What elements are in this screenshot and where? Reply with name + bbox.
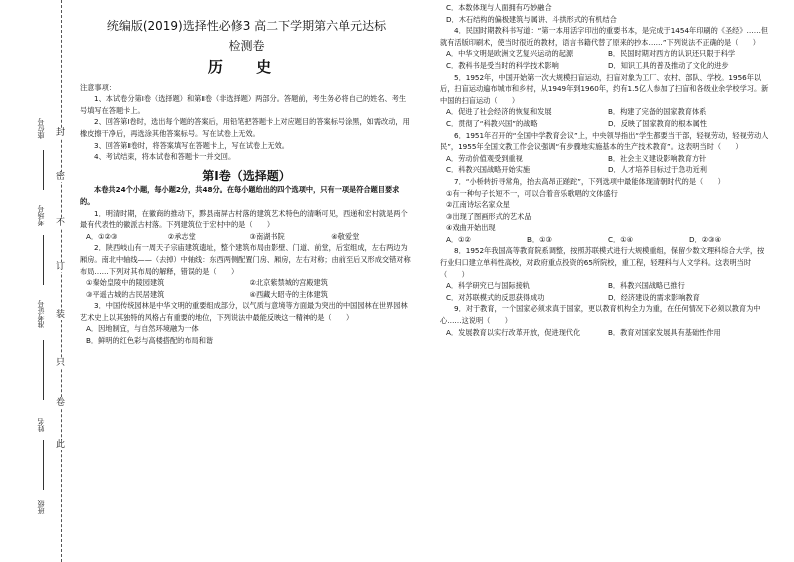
option: ④戏曲开始出现 — [446, 223, 496, 233]
question-options — [440, 48, 770, 71]
class-label: 班级 — [37, 500, 45, 514]
question-options — [440, 153, 770, 176]
option: A．劳动价值观受到重视 — [446, 153, 523, 163]
option: ①有一种句子长短不一，可以合着音乐歌唱的文体盛行 — [446, 188, 618, 198]
option: D．反映了国家教育的根本属性 — [608, 118, 707, 128]
option: ③平遥古城的古民居建筑 — [86, 289, 165, 299]
exam-title: 统编版(2019)选择性必修3 高二下学期第六单元达标 — [106, 19, 387, 33]
option: ①秦始皇陵中的陵园建筑 — [86, 278, 165, 288]
answer-choices — [440, 234, 770, 246]
right-questions — [440, 25, 770, 338]
option: C．科教兴国战略开始实施 — [446, 165, 531, 175]
note-item: 3、回答第Ⅱ卷时，将答案填写在答题卡上，写在试卷上无效。 — [94, 140, 289, 150]
name-label: 姓名 — [37, 418, 45, 432]
section-intro: 本卷共24个小题，每小题2分，共48分。在每小题给出的四个选项中，只有一项是符合题目要求的。 — [80, 185, 400, 206]
binding-char: 装 — [56, 310, 66, 320]
question — [80, 242, 413, 300]
question-stem: 6．1951年召开的“全国中学教育会议”上，中央领导指出“学生都要当干部，轻视劳动，轻视劳动人民”，1955年全国文教工作会议强调“有步骤地实施基本的生产技术教育”。这表明当时（ ） — [440, 130, 769, 152]
option: B．教育对国家发展具有基础性作用 — [608, 327, 721, 337]
question — [440, 130, 770, 176]
fill-line — [43, 340, 44, 400]
question — [440, 245, 770, 303]
question-stem: 5．1952年，中国开始第一次大规模扫盲运动，扫盲对象为工厂、农村、部队、学校。1956年以后，扫盲运动遍布城市和乡村，从1949年到1960年，约有1.5亿人参加了扫盲和各级业余学校学习。新中国的扫盲运动（ ） — [440, 72, 769, 105]
option: D．知识工具的普及推动了文化的进步 — [608, 60, 729, 70]
option: A．因地制宜，与自然环境融为一体 — [86, 324, 199, 334]
option: D．经济建设的需求影响教育 — [608, 292, 700, 302]
binding-char: 此 — [56, 440, 66, 450]
note-item: 4、考试结束，将本试卷和答题卡一并交回。 — [94, 152, 236, 162]
section-title: 第Ⅰ卷（选择题） — [202, 168, 291, 183]
option: C．①④ — [608, 234, 634, 244]
fill-line — [43, 440, 44, 490]
question-options — [440, 327, 770, 339]
option: D．木石结构的偏极建筑与属讲、斗拱形式的有机结合 — [446, 14, 617, 24]
question — [80, 208, 413, 243]
question — [80, 300, 413, 346]
option: ②承志堂 — [167, 231, 196, 241]
question-stem: 2．陕西岐山有一周天子宗庙建筑遗址，整个建筑布局由影壁、门道、前堂，后室组成，左右两边为厢房。南北中轴线——（去掉）中轴线：东西两侧配置门房、厢房，左右对称；由前至后又形成交错对称布局……下列对其布局的解释，错误的是（ ） — [80, 243, 411, 276]
question-stem: 4．民国时期教科书写道：“第一本用活字印出的重要书本，是完成于1454年印刷的《圣经》……但就有活版印刷术，使当时很近的教材，语言书籍代替了原来的抄本……”下列说法不正确的是（ ） — [440, 26, 769, 47]
question — [440, 72, 770, 130]
question — [440, 303, 770, 338]
question-options — [440, 280, 770, 303]
question-stem: 9．对于教育，一个国家必须求真于国家，更以教育机构全力为重，在任何情况下必须以教育为中心……这说明（ ） — [440, 304, 761, 326]
option: D．人才培养目标过于急功近利 — [608, 165, 707, 175]
ticket-number-label: 准考证号 — [37, 300, 45, 328]
option: A．促进了社会经济的恢复和发展 — [446, 107, 552, 117]
option: B．社会主义建设影响教育方针 — [608, 153, 707, 163]
binding-char: 只 — [56, 358, 66, 368]
question-options — [80, 323, 413, 346]
binding-margin — [0, 0, 74, 562]
fill-line — [43, 235, 44, 285]
question-stem: 3．中国传统园林是中华文明的重要组成部分，以气质与意境等方面最为突出的中国园林在世界园林艺术史上以其独特的风格占有重要的地位，下列说法中最能反映这一精神的是（ ） — [80, 301, 408, 322]
exam-room-label: 考场号 — [37, 205, 45, 226]
question-stem: 7．“小桥转折寻常角，抬去高昂正蹉跎”，下列选项中最能体现清朝时代的是（ ） — [454, 176, 725, 186]
question-options — [80, 277, 413, 300]
binding-char: 封 — [56, 128, 66, 138]
binding-char: 不 — [56, 218, 66, 228]
option: A．①②③ — [86, 231, 118, 241]
note-item: 2、回答第Ⅰ卷时，选出每个题的答案后，用铅笔把答题卡上对应题目的答案标号涂黑，如需改动，用橡皮擦干净后，再选涂其他答案标号。写在试卷上无效。 — [80, 117, 410, 138]
question-options — [440, 188, 770, 234]
question-options — [440, 106, 770, 129]
option: B．民国时期对西方的认识还只限于科学 — [608, 49, 736, 59]
subject-title: 历 史 — [207, 58, 286, 76]
option: A．科学研究已与国际接轨 — [446, 281, 530, 291]
option: D．②③④ — [689, 234, 722, 244]
question — [440, 176, 770, 246]
binding-char: 卷 — [56, 398, 66, 408]
binding-char: 密 — [56, 172, 66, 182]
binding-char: 订 — [56, 262, 66, 272]
question — [440, 25, 770, 71]
right-column — [440, 0, 770, 338]
option: ④西藏大昭寺的主体建筑 — [249, 289, 328, 299]
option: B．构建了完备的国家教育体系 — [608, 107, 707, 117]
option: ②江南诗坛名家众星 — [446, 200, 510, 210]
fill-line — [43, 150, 44, 190]
question-options — [80, 231, 413, 243]
question-stem: 8．1952年我国高等教育院系调整，按照苏联模式进行大规模重组，保留少数文理科综合大学，按行业归口建立单科性高校，对政府重点投资的65所院校，重工程，轻理科与人文学科。这表明当时（ ） — [440, 246, 765, 279]
option: ③南湖书院 — [249, 231, 285, 241]
right-top-options — [440, 2, 770, 25]
option: A．发展教育以实行改革开放，促进现代化 — [446, 327, 581, 337]
option: ③出现了图画形式的艺术品 — [446, 211, 532, 221]
option: A．中华文明是欧洲文艺复兴运动的起源 — [446, 49, 574, 59]
option: B．鲜明的红色彩与高楼搭配的布局和谐 — [86, 336, 214, 346]
left-questions — [80, 208, 413, 347]
question-stem: 1．明清时期，在徽商的推动下，黟县南屏古村落的建筑艺术特色的清晰可见，西递和宏村就是两个最有代表性的徽派古村落。下列建筑位于宏村中的是（ ） — [80, 208, 408, 230]
option: B．科教兴国战略已推行 — [608, 281, 685, 291]
option: C．贯彻了“科教兴国”的战略 — [446, 118, 538, 128]
option: ②北京紫禁城的宫殿建筑 — [249, 278, 328, 288]
option: C．教科书是受当时的科学技术影响 — [446, 60, 559, 70]
option: A．①② — [446, 234, 471, 244]
option: C．对苏联模式的反思获得成功 — [446, 292, 545, 302]
left-column — [80, 0, 413, 347]
exam-title-line2: 检测卷 — [228, 39, 265, 53]
seat-number-label: 座位号 — [37, 118, 45, 139]
notes-heading: 注意事项： — [80, 82, 116, 92]
option: B．①③ — [527, 234, 553, 244]
option: C．本数体现与人面拥有巧妙融合 — [446, 3, 552, 12]
note-item: 1、本试卷分第Ⅰ卷（选择题）和第Ⅱ卷（非选择题）两部分。答题前，考生务必将自己的姓名、考生号填写在答题卡上。 — [80, 94, 407, 115]
option: ④敬爱堂 — [331, 231, 360, 241]
binding-dashed-line — [61, 0, 62, 562]
